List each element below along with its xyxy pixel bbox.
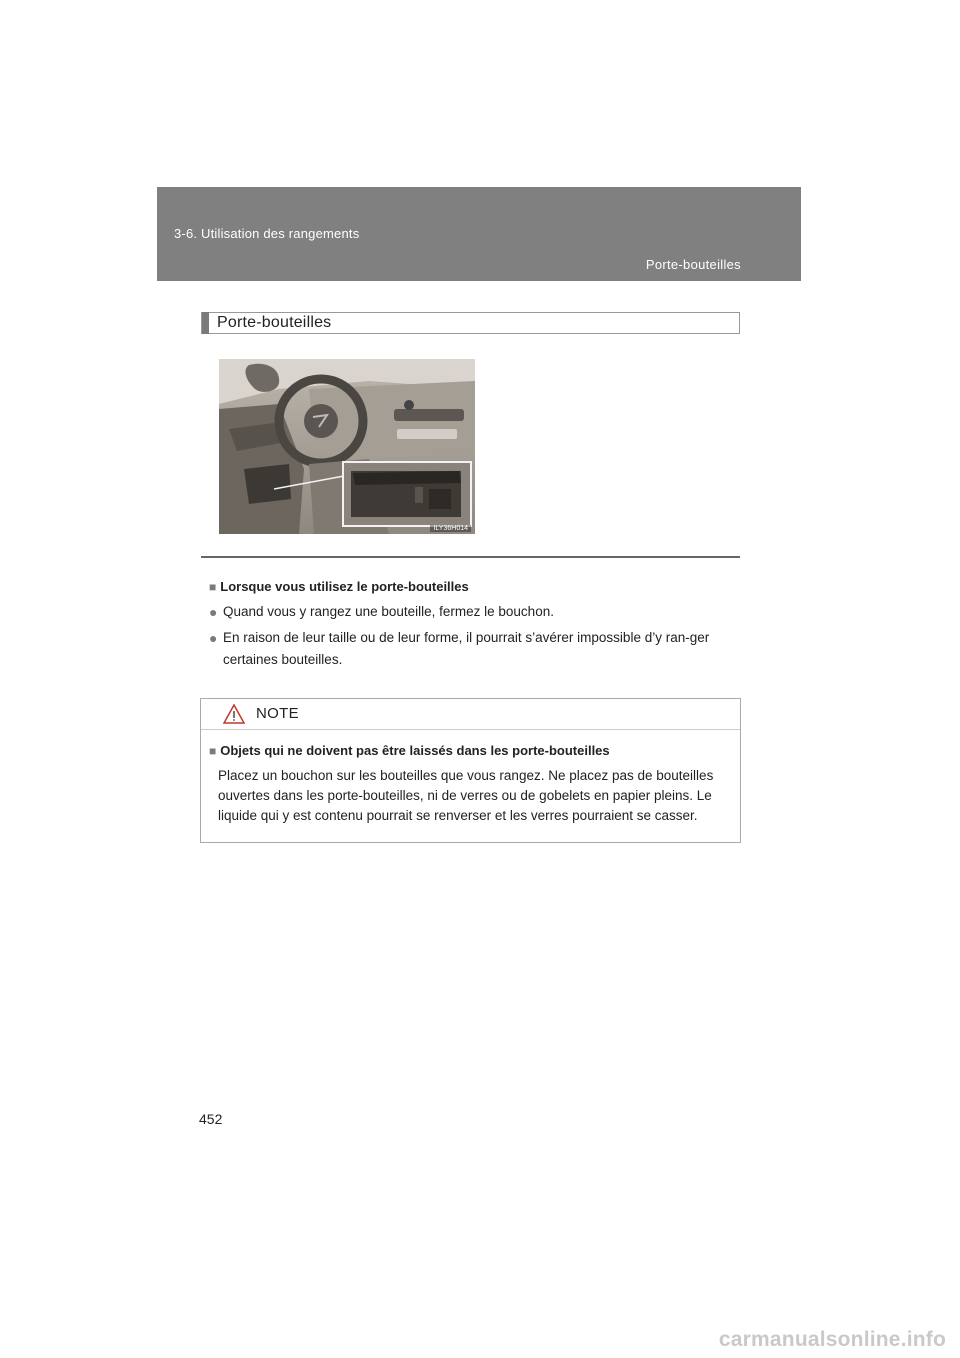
info-bullet bbox=[209, 627, 737, 671]
note-label: NOTE bbox=[256, 705, 299, 722]
square-bullet-icon: ■ bbox=[209, 580, 217, 594]
illustration-code: ILY36H014 bbox=[430, 525, 471, 532]
chapter-header bbox=[157, 187, 801, 281]
info-bullet bbox=[209, 601, 737, 623]
round-bullet-icon: ● bbox=[209, 604, 218, 620]
car-interior-drawing bbox=[219, 359, 475, 534]
page-number: 452 bbox=[199, 1111, 223, 1127]
note-header bbox=[201, 699, 740, 730]
bottle-holder-illustration bbox=[219, 359, 475, 534]
note-box bbox=[200, 698, 741, 843]
chapter-title: 3-6. Utilisation des rangements bbox=[174, 226, 360, 241]
info-bullet-text: Quand vous y rangez une bouteille, fermez le bouchon. bbox=[223, 604, 554, 619]
info-heading-text: Lorsque vous utilisez le porte-bouteilles bbox=[220, 579, 469, 594]
watermark: carmanualsonline.info bbox=[718, 1328, 946, 1351]
note-body: Placez un bouchon sur les bouteilles que vous rangez. Ne placez pas de bouteilles ouvertes dans les porte-bouteilles, ni de verres ou de gobelets en papier pleins. Le liquide qui y est contenu pourrait se renverser et les verres pourraient se casser. bbox=[218, 768, 714, 823]
square-bullet-icon: ■ bbox=[209, 744, 217, 758]
info-heading bbox=[209, 579, 469, 594]
section-title: Porte-bouteilles bbox=[217, 314, 332, 331]
warning-triangle-icon bbox=[223, 704, 245, 724]
section-tab-label: Porte-bouteilles bbox=[645, 257, 741, 272]
section-divider bbox=[201, 556, 740, 558]
section-title-marker bbox=[202, 312, 209, 334]
note-heading bbox=[209, 743, 610, 758]
note-heading-text: Objets qui ne doivent pas être laissés dans les porte-bouteilles bbox=[220, 743, 610, 758]
info-bullet-text: En raison de leur taille ou de leur forme, il pourrait s’avérer impossible d’y ran-ger certaines bouteilles. bbox=[223, 630, 710, 667]
section-title-box bbox=[201, 312, 740, 334]
round-bullet-icon: ● bbox=[209, 630, 218, 646]
